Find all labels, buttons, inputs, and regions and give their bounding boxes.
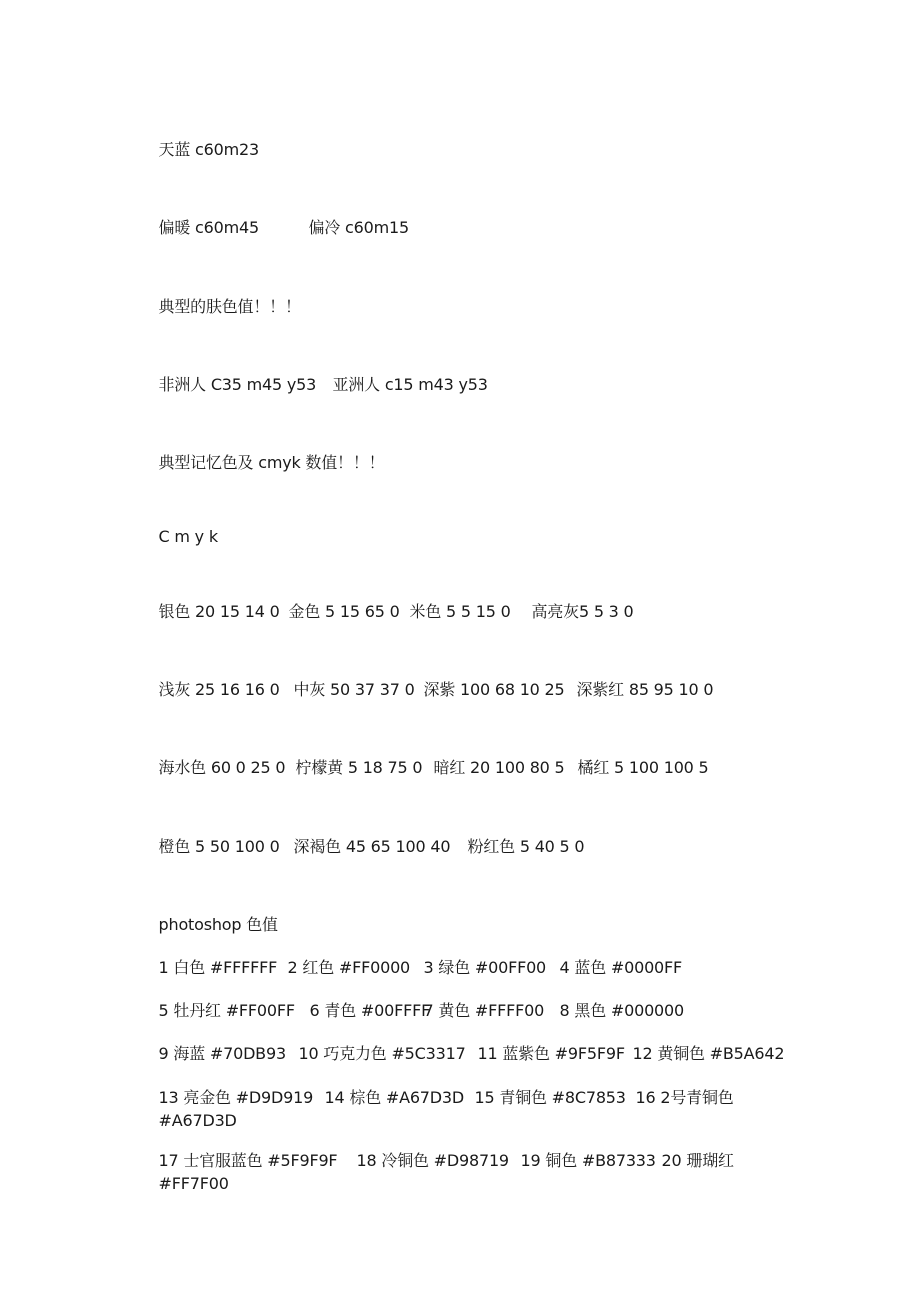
text-line-colors-4 bbox=[139, 812, 779, 881]
text-segment: 1 白色 #FFFFFF bbox=[158, 958, 278, 977]
text-segment: 高亮灰5 5 3 0 bbox=[531, 602, 634, 621]
text-segment: 偏冷 c60m15 bbox=[308, 218, 409, 237]
text-line-colors-1 bbox=[139, 577, 779, 646]
text-segment: #A67D3D bbox=[158, 1111, 237, 1130]
text-segment: 偏暖 c60m45 bbox=[158, 218, 259, 237]
text-segment: 8 黑色 #000000 bbox=[559, 1001, 684, 1020]
text-segment: 5 牡丹红 #FF00FF bbox=[158, 1001, 295, 1020]
text-line-ps-5-continued bbox=[139, 1149, 779, 1218]
text-line-colors-2 bbox=[139, 655, 779, 724]
text-segment: 浅灰 25 16 16 0 bbox=[158, 680, 280, 699]
text-segment: 15 青铜色 #8C7853 bbox=[474, 1088, 626, 1107]
text-line-cmyk-header bbox=[139, 502, 779, 571]
text-line-skin-values bbox=[139, 350, 779, 419]
text-segment: 典型记忆色及 cmyk 数值！！！ bbox=[158, 453, 385, 472]
text-segment: 亚洲人 c15 m43 y53 bbox=[332, 375, 488, 394]
text-segment: 9 海蓝 #70DB93 bbox=[158, 1044, 286, 1063]
text-segment: 6 青色 #00FFFF bbox=[309, 1001, 431, 1020]
text-segment: 17 士官服蓝色 #5F9F9F bbox=[158, 1151, 338, 1170]
text-segment: 橘红 5 100 100 5 bbox=[577, 758, 709, 777]
text-line-warm-cool bbox=[139, 193, 779, 262]
text-segment: 7 黄色 #FFFF00 bbox=[423, 1001, 545, 1020]
text-segment: 典型的肤色值！！！ bbox=[158, 297, 301, 316]
text-segment: 13 亮金色 #D9D919 bbox=[158, 1088, 314, 1107]
text-segment: 暗红 20 100 80 5 bbox=[433, 758, 565, 777]
text-segment: 2 红色 #FF0000 bbox=[287, 958, 411, 977]
text-segment: 19 铜色 #B87333 bbox=[520, 1151, 656, 1170]
text-segment: 14 棕色 #A67D3D bbox=[324, 1088, 465, 1107]
text-segment: 粉红色 5 40 5 0 bbox=[467, 837, 585, 856]
text-segment: 深紫红 85 95 10 0 bbox=[576, 680, 714, 699]
text-segment: 4 蓝色 #0000FF bbox=[559, 958, 683, 977]
text-segment: 16 2号青铜色 bbox=[635, 1088, 734, 1107]
text-line-colors-3 bbox=[139, 733, 779, 802]
text-line-skin-heading bbox=[139, 272, 779, 341]
text-segment: 柠檬黄 5 18 75 0 bbox=[295, 758, 423, 777]
text-segment: 10 巧克力色 #5C3317 bbox=[298, 1044, 466, 1063]
text-segment: photoshop 色值 bbox=[158, 915, 278, 934]
text-segment: #FF7F00 bbox=[158, 1174, 229, 1193]
text-segment: 海水色 60 0 25 0 bbox=[158, 758, 286, 777]
text-segment: C m y k bbox=[158, 527, 218, 546]
text-segment: 中灰 50 37 37 0 bbox=[293, 680, 415, 699]
text-segment: 20 珊瑚红 bbox=[661, 1151, 734, 1170]
text-segment: 3 绿色 #00FF00 bbox=[423, 958, 547, 977]
text-line-sky-blue bbox=[139, 115, 779, 184]
text-segment: 11 蓝紫色 #9F5F9F bbox=[477, 1044, 625, 1063]
text-segment: 非洲人 C35 m45 y53 bbox=[158, 375, 317, 394]
text-segment: 12 黄铜色 #B5A642 bbox=[632, 1044, 785, 1063]
text-segment: 深褐色 45 65 100 40 bbox=[293, 837, 451, 856]
text-segment: 米色 5 5 15 0 bbox=[409, 602, 511, 621]
text-segment: 深紫 100 68 10 25 bbox=[423, 680, 565, 699]
text-segment: 18 冷铜色 #D98719 bbox=[356, 1151, 509, 1170]
text-segment: 天蓝 c60m23 bbox=[158, 140, 259, 159]
text-segment: 橙色 5 50 100 0 bbox=[158, 837, 280, 856]
text-segment: 金色 5 15 65 0 bbox=[288, 602, 400, 621]
text-segment: 银色 20 15 14 0 bbox=[158, 602, 280, 621]
text-line-memory-heading bbox=[139, 428, 779, 497]
